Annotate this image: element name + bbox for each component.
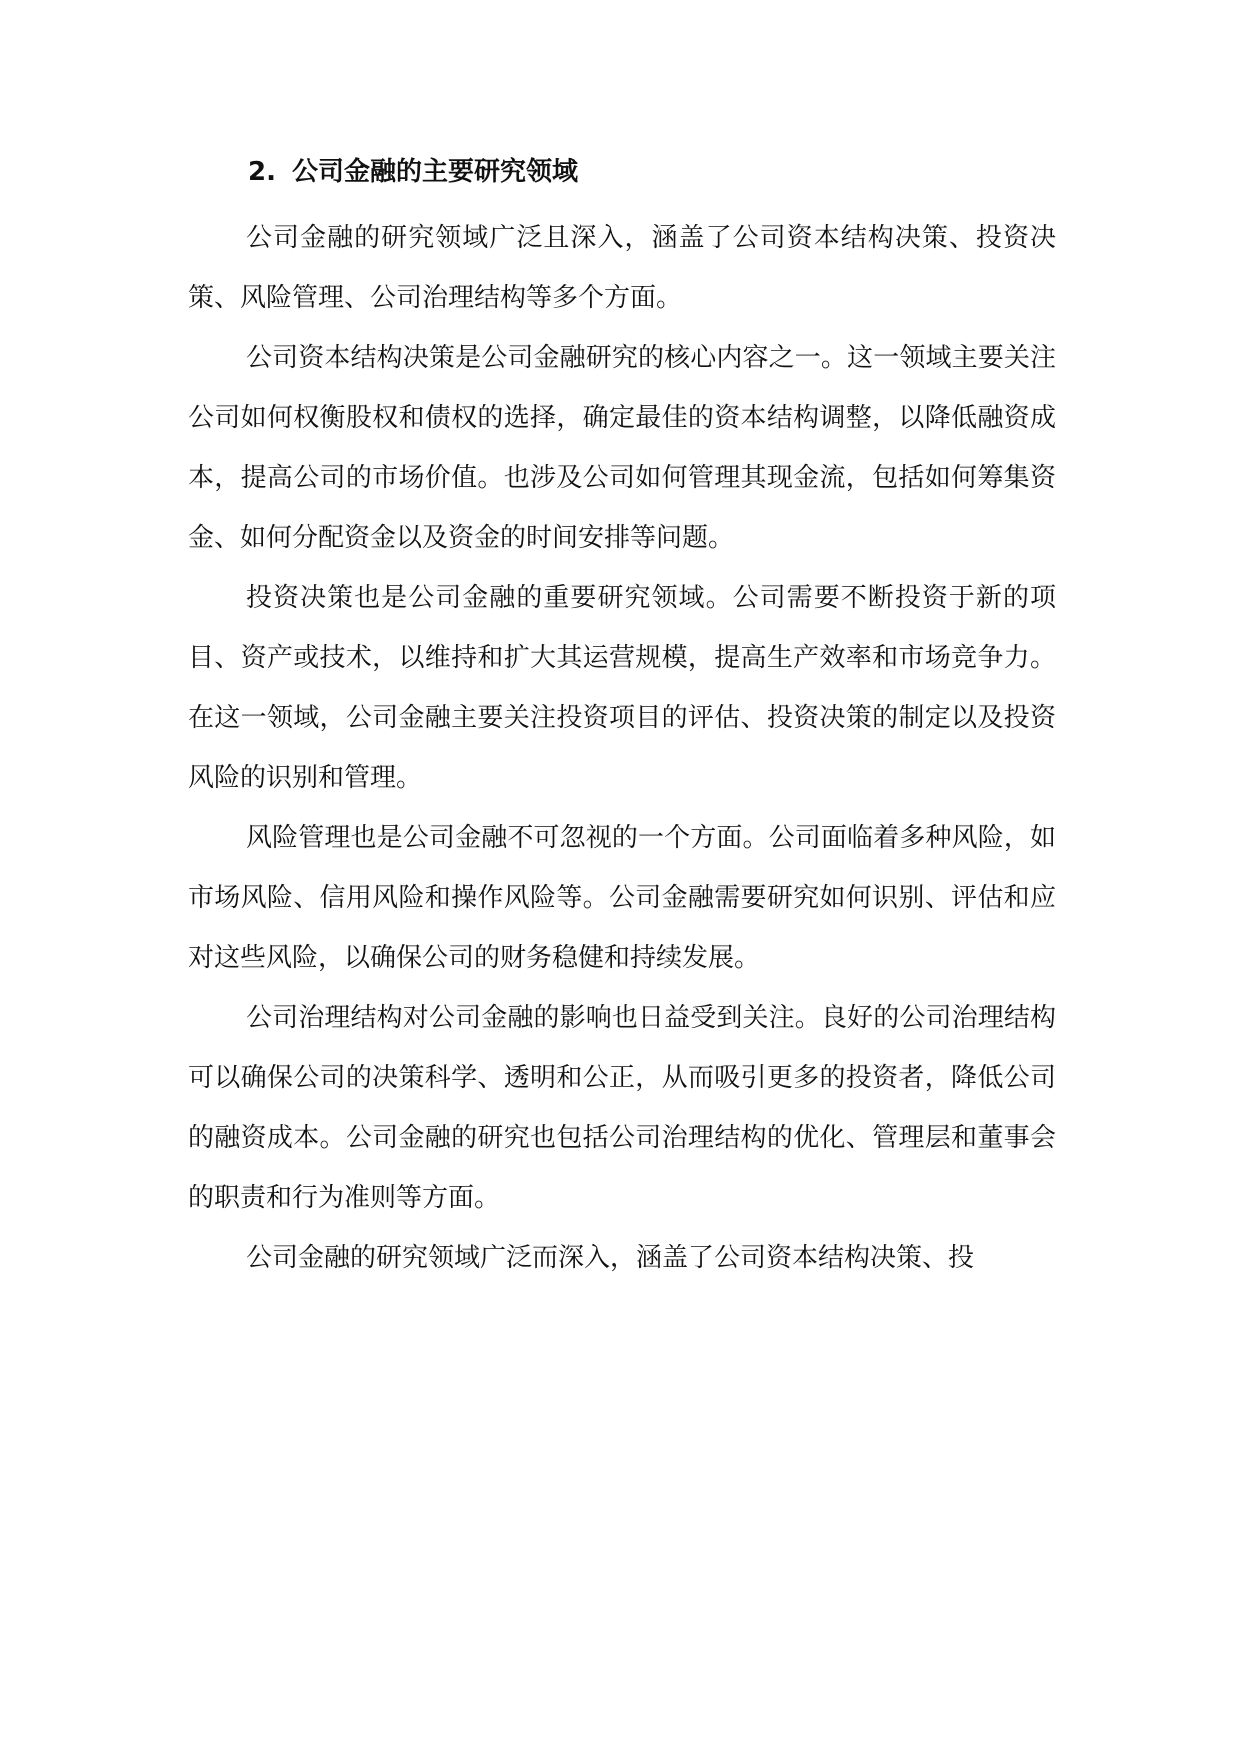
paragraph: 公司治理结构对公司金融的影响也日益受到关注。良好的公司治理结构可以确保公司的决策科学、透明和公正，从而吸引更多的投资者，降低公司的融资成本。公司金融的研究也包括公司治理结构的优化、管理层和董事会的职责和行为准则等方面。	[188, 1003, 1056, 1213]
paragraph: 投资决策也是公司金融的重要研究领域。公司需要不断投资于新的项目、资产或技术，以维持和扩大其运营规模，提高生产效率和市场竞争力。在这一领域，公司金融主要关注投资项目的评估、投资决策的制定以及投资风险的识别和管理。	[188, 583, 1056, 793]
paragraph: 公司资本结构决策是公司金融研究的核心内容之一。这一领域主要关注公司如何权衡股权和债权的选择，确定最佳的资本结构调整，以降低融资成本，提高公司的市场价值。也涉及公司如何管理其现金流，包括如何筹集资金、如何分配资金以及资金的时间安排等问题。	[188, 343, 1056, 553]
section-title: 公司金融的主要研究领域	[292, 157, 579, 187]
paragraph: 风险管理也是公司金融不可忽视的一个方面。公司面临着多种风险，如市场风险、信用风险和操作风险等。公司金融需要研究如何识别、评估和应对这些风险，以确保公司的财务稳健和持续发展。	[188, 823, 1056, 973]
document-body	[188, 148, 1056, 1288]
paragraph: 公司金融的研究领域广泛而深入，涵盖了公司资本结构决策、投	[246, 1243, 975, 1273]
section-heading	[248, 148, 1056, 208]
section-number: 2.	[248, 157, 276, 187]
paragraph: 公司金融的研究领域广泛且深入，涵盖了公司资本结构决策、投资决策、风险管理、公司治理结构等多个方面。	[188, 223, 1056, 313]
